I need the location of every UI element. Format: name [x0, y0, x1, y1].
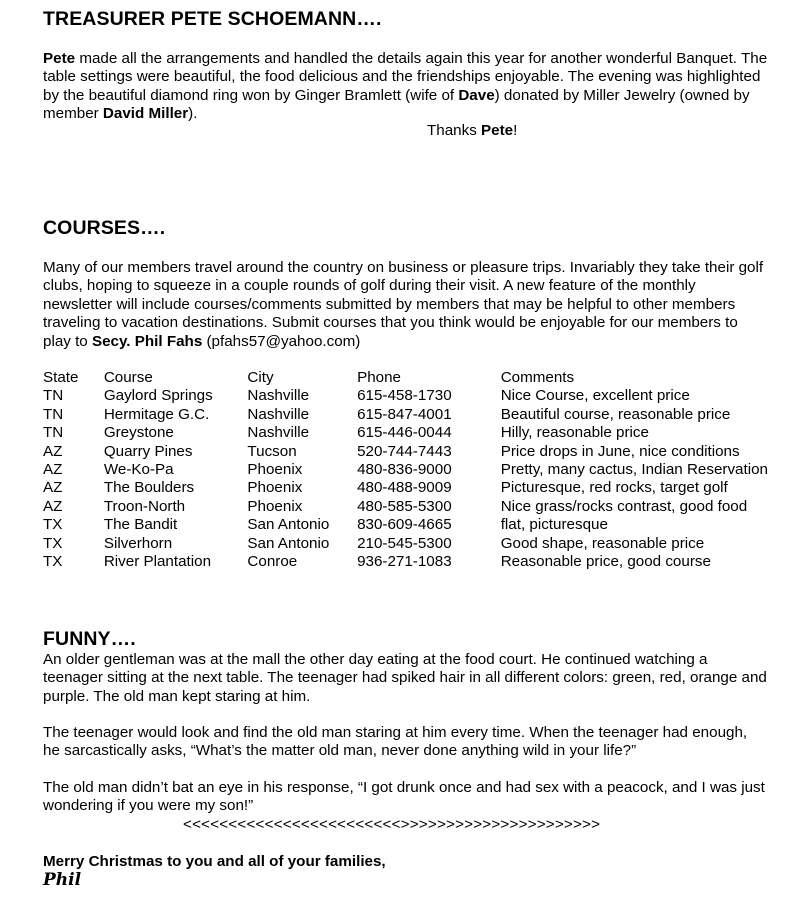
table-row [43, 424, 768, 442]
cell-state: TN [43, 424, 64, 442]
courses-table [43, 369, 768, 571]
cell-phone: 480-488-9009 [357, 479, 452, 497]
cell-comments: Price drops in June, nice conditions [500, 442, 740, 460]
table-row [43, 498, 768, 516]
cell-course: Greystone [103, 424, 174, 442]
header-comments: Comments [500, 369, 575, 386]
cell-city: Tucson [247, 442, 297, 460]
cell-course: Troon-North [103, 497, 186, 515]
closing-greeting: Merry Christmas to you and all of your families, [43, 853, 386, 870]
cell-state: TX [43, 516, 63, 534]
courses-table-body [43, 387, 768, 571]
cell-course: The Boulders [103, 479, 195, 497]
bold-name: Pete [43, 50, 76, 67]
funny-heading: FUNNY…. [43, 628, 136, 650]
funny-paragraph-2: The teenager would look and find the old man staring at him every time. When the teenager had enough, he sarcastically asks, “What’s the matter old man, never done anything wild in your life?” [43, 724, 748, 760]
courses-intro-text: Many of our members travel around the country on business or pleasure trips. Invariably they take their golf clubs, hoping to squeeze in a couple rounds of golf during their visit. A new feature of the monthly newsletter will include courses/comments submitted by members that may be helpful to other members traveling to vacation destinations. Submit courses that you think would be enjoyable for our members to play to [43, 259, 764, 350]
treasurer-paragraph [43, 50, 768, 124]
cell-course: Silverhorn [103, 534, 173, 552]
header-phone: Phone [357, 369, 401, 386]
cell-comments: Nice grass/rocks contrast, good food [500, 497, 748, 515]
courses-email: (pfahs57@yahoo.com) [202, 332, 361, 350]
table-row [43, 535, 768, 553]
cell-phone: 210-545-5300 [357, 534, 452, 552]
cell-comments: Beautiful course, reasonable price [500, 405, 731, 423]
thanks-line [427, 122, 517, 140]
cell-city: Conroe [247, 553, 298, 571]
signature: Phil [43, 870, 82, 890]
cell-city: Nashville [247, 405, 310, 423]
table-row [43, 387, 768, 405]
cell-city: Nashville [247, 424, 310, 442]
courses-intro [43, 259, 768, 351]
cell-phone: 615-458-1730 [357, 387, 452, 405]
cell-comments: Hilly, reasonable price [500, 424, 649, 442]
cell-city: San Antonio [247, 516, 330, 534]
table-row [43, 479, 768, 497]
thanks-prefix: Thanks [427, 122, 482, 139]
cell-comments: Picturesque, red rocks, target golf [500, 479, 728, 497]
cell-state: AZ [43, 497, 63, 515]
cell-state: AZ [43, 461, 63, 479]
cell-course: Quarry Pines [103, 442, 193, 460]
paragraph-text: ) donated by Miller Jewelry (owned by member [43, 86, 750, 123]
table-row [43, 406, 768, 424]
table-row [43, 443, 768, 461]
bold-name: Dave [458, 86, 495, 104]
cell-comments: Reasonable price, good course [500, 553, 711, 571]
cell-state: TN [43, 405, 64, 423]
cell-city: San Antonio [247, 534, 330, 552]
cell-city: Phoenix [247, 479, 303, 497]
section-divider: <<<<<<<<<<<<<<<<<<<<<<<<>>>>>>>>>>>>>>>>>>>>>> [183, 816, 601, 833]
paragraph-text: ). [188, 105, 198, 123]
treasurer-heading: TREASURER PETE SCHOEMANN…. [43, 8, 382, 30]
cell-phone: 480-836-9000 [357, 461, 452, 479]
funny-paragraph-1: An older gentleman was at the mall the other day eating at the food court. He continued watching a teenager sitting at the next table. The teenager had spiked hair in all different colors: green, red, orange and purple. The old man kept staring at him. [43, 651, 767, 705]
cell-phone: 480-585-5300 [357, 497, 452, 515]
header-state: State [43, 369, 79, 386]
cell-comments: flat, picturesque [500, 516, 608, 534]
funny-paragraph-3: The old man didn’t bat an eye in his response, “I got drunk once and had sex with a peacock, and I was just wondering if you were my son!” [43, 779, 765, 815]
paragraph-text: made all the arrangements and handled the details again this year for another wonderful Banquet. The table settings were beautiful, the food delicious and the friendships enjoyable. The evening was highlighted by the beautiful diamond ring won by Ginger Bramlett (wife of [43, 50, 768, 104]
cell-state: TX [43, 534, 63, 552]
cell-phone: 830-609-4665 [357, 516, 452, 534]
bold-name: David Miller [102, 105, 189, 123]
cell-comments: Good shape, reasonable price [500, 534, 705, 552]
courses-contact: Secy. Phil Fahs [91, 332, 203, 350]
cell-course: Gaylord Springs [103, 387, 213, 405]
cell-city: Phoenix [247, 497, 303, 515]
thanks-name: Pete [481, 122, 514, 139]
thanks-suffix: ! [513, 122, 518, 139]
cell-course: Hermitage G.C. [103, 405, 210, 423]
cell-course: The Bandit [103, 516, 178, 534]
header-city: City [247, 369, 274, 386]
cell-course: We-Ko-Pa [103, 461, 174, 479]
courses-heading: COURSES…. [43, 217, 166, 239]
cell-phone: 615-847-4001 [357, 405, 452, 423]
cell-city: Phoenix [247, 461, 303, 479]
cell-state: TX [43, 553, 63, 571]
header-course: Course [103, 369, 153, 386]
cell-course: River Plantation [103, 553, 212, 571]
cell-city: Nashville [247, 387, 310, 405]
cell-state: AZ [43, 442, 63, 460]
cell-phone: 615-446-0044 [357, 424, 452, 442]
table-row [43, 516, 768, 534]
table-row [43, 553, 768, 571]
cell-comments: Pretty, many cactus, Indian Reservation [500, 461, 768, 479]
cell-phone: 520-744-7443 [357, 442, 452, 460]
courses-table-header [43, 369, 768, 387]
table-row [43, 461, 768, 479]
cell-comments: Nice Course, excellent price [500, 387, 690, 405]
cell-state: AZ [43, 479, 63, 497]
cell-state: TN [43, 387, 64, 405]
cell-phone: 936-271-1083 [357, 553, 452, 571]
